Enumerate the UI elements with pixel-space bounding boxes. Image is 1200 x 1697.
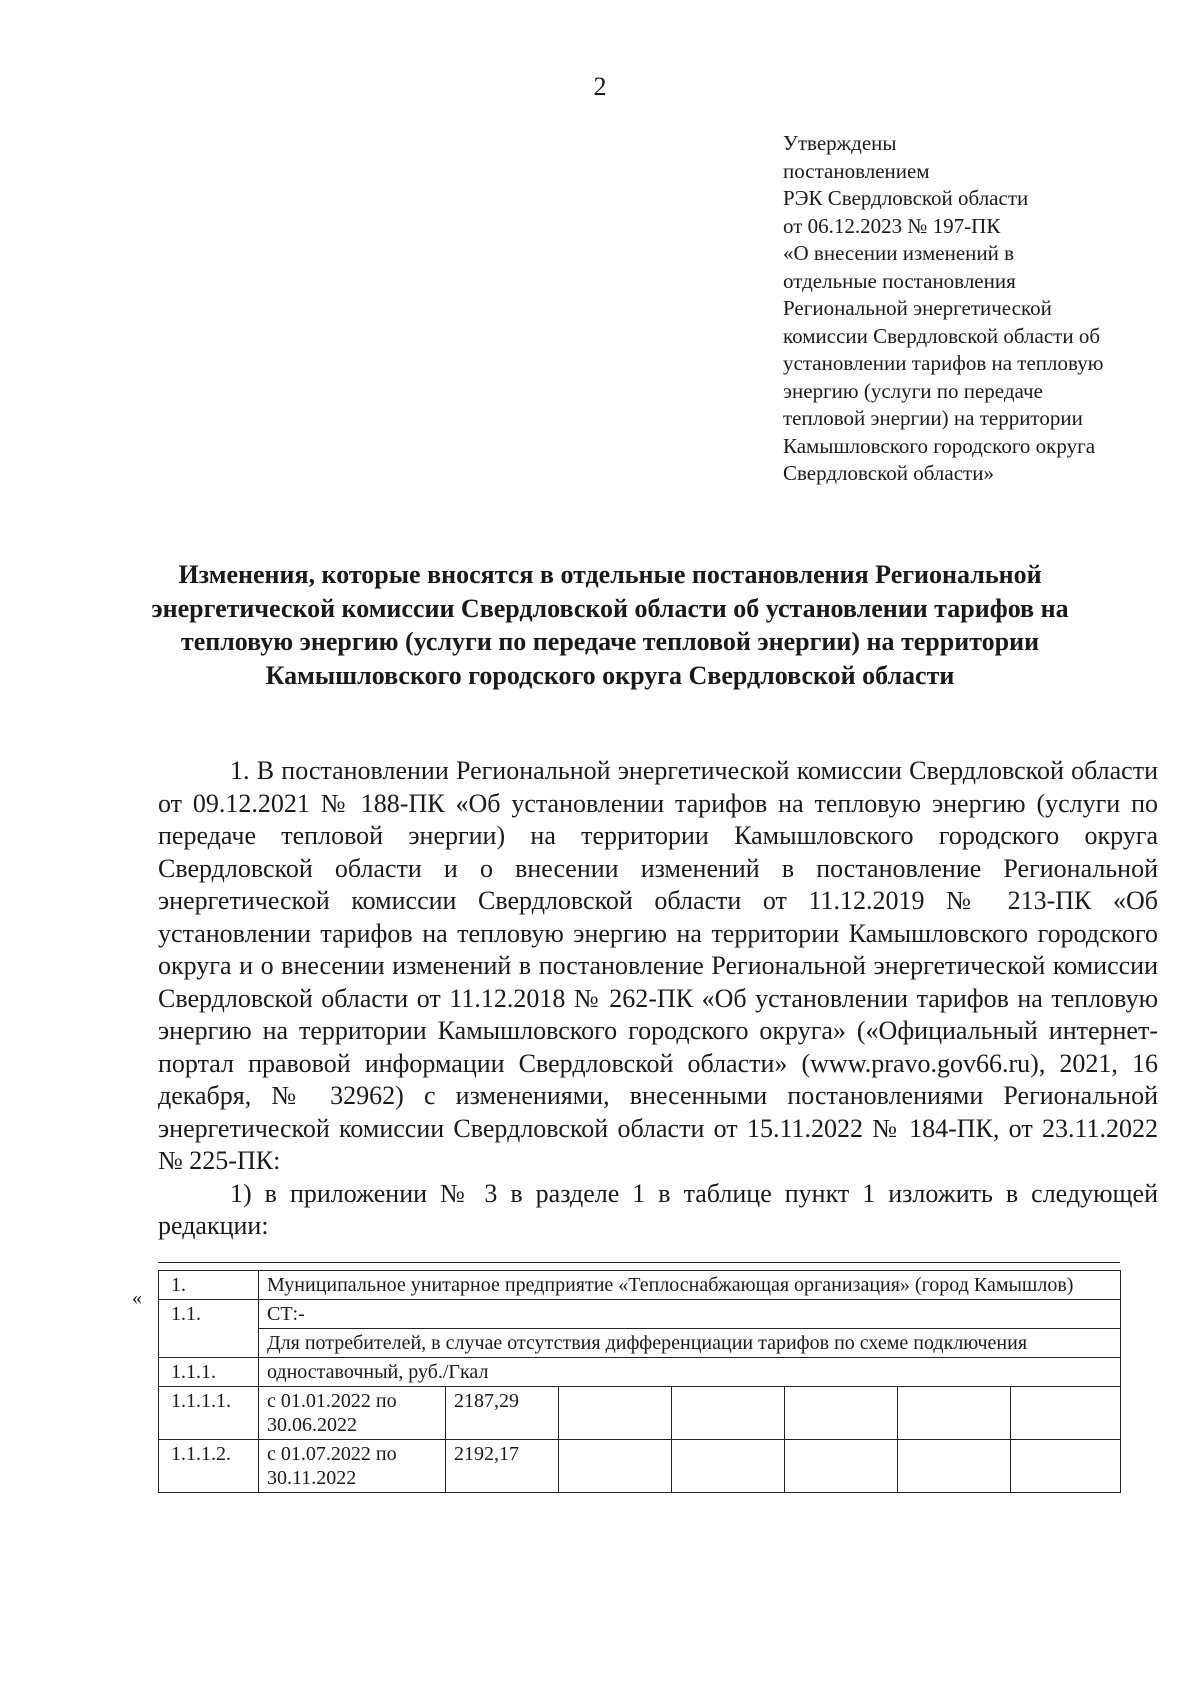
opening-quote: « — [132, 1287, 142, 1309]
table-row — [159, 1440, 1121, 1493]
consumer-group: Для потребителей, в случае отсутствия дифференциации тарифов по схеме подключения — [259, 1329, 1121, 1358]
approval-line: Камышловского городского округа — [783, 433, 1096, 458]
paragraph-2: 1) в приложении № 3 в разделе 1 в таблице пункт 1 изложить в следующей редакции: — [158, 1178, 1158, 1240]
row-number: 1.1. — [159, 1300, 259, 1358]
empty-cell — [672, 1387, 785, 1440]
approval-line: энергию (услуги по передаче — [783, 378, 1043, 403]
page-number: 2 — [593, 72, 607, 101]
approval-line: «О внесении изменений в — [783, 241, 1015, 265]
tariff-type: СТ:- — [259, 1300, 1121, 1329]
approval-line: комиссии Свердловской области об — [783, 323, 1101, 348]
empty-cell — [559, 1387, 672, 1440]
approval-line: тепловой энергии) на территории — [783, 406, 1083, 430]
empty-cell — [898, 1440, 1011, 1493]
document-title: Изменения, которые вносятся в отдельные постановления Региональной энергетической комиссии Свердловской области об установлении тарифов на тепловую энергию (услуги по передаче тепловой энергии) на территории Камышловского городского округа Свердловской области — [151, 560, 1069, 690]
tariff-value: 2187,29 — [446, 1387, 559, 1440]
row-number: 1.1.1. — [159, 1358, 259, 1387]
approval-line: постановлением — [783, 158, 930, 183]
period-cell: с 01.07.2022 по 30.11.2022 — [259, 1440, 446, 1493]
row-number: 1. — [159, 1271, 259, 1300]
table-row — [159, 1358, 1121, 1387]
empty-cell — [785, 1440, 898, 1493]
tariff-kind: одноставочный, руб./Гкал — [259, 1358, 1121, 1387]
approval-block — [783, 130, 1163, 488]
approval-line: отдельные постановления — [783, 268, 1016, 293]
approval-line: Региональной энергетической — [783, 296, 1052, 320]
approval-line: Утверждены — [783, 131, 897, 155]
empty-cell — [559, 1440, 672, 1493]
empty-cell — [672, 1440, 785, 1493]
table-row — [159, 1300, 1121, 1329]
approval-line: Свердловской области» — [783, 461, 994, 485]
approval-line: от 06.12.2023 № 197-ПК — [783, 213, 1001, 238]
row-number: 1.1.1.2. — [159, 1440, 259, 1493]
empty-cell — [785, 1387, 898, 1440]
period-cell: с 01.01.2022 по 30.06.2022 — [259, 1387, 446, 1440]
paragraph-1: 1. В постановлении Региональной энергетической комиссии Свердловской области от 09.12.2021 № 188-ПК «Об установлении тарифов на тепловую энергию (услуги по передаче тепловой энергии) на территории Камышловского городского округа Свердловской области и о внесении изменений в постановление Региональной энергетической комиссии Свердловской области от 11.12.2019 № 213-ПК «Об установлении тарифов на тепловую энергию на территории Камышловского городского округа и о внесении изменений в постановление Региональной энергетической комиссии Свердловской области от 11.12.2018 № 262-ПК «Об установлении тарифов на тепловую энергию на территории Камышловского городского округа» («Официальный интернет-портал правовой информации Свердловской области» (www.pravo.gov66.ru), 2021, 16 декабря, № 32962) с изменениями, внесенными постановлениями Региональной энергетической комиссии Свердловской области от 15.11.2022 № 184-ПК, от 23.11.2022 № 225-ПК: — [158, 756, 1158, 1175]
tariff-table — [158, 1270, 1121, 1493]
organization-name: Муниципальное унитарное предприятие «Теплоснабжающая организация» (город Камышлов) — [259, 1271, 1121, 1300]
tariff-value: 2192,17 — [446, 1440, 559, 1493]
table-row — [159, 1387, 1121, 1440]
empty-cell — [898, 1387, 1011, 1440]
empty-cell — [1011, 1387, 1121, 1440]
body-text — [158, 755, 1158, 1243]
tariff-table-wrapper — [158, 1270, 1120, 1493]
table-row — [159, 1329, 1121, 1358]
row-number: 1.1.1.1. — [159, 1387, 259, 1440]
empty-cell — [1011, 1440, 1121, 1493]
table-row — [159, 1271, 1121, 1300]
approval-line: РЭК Свердловской области — [783, 186, 1029, 210]
approval-line: установлении тарифов на тепловую — [783, 351, 1104, 375]
divider — [158, 1262, 1120, 1263]
